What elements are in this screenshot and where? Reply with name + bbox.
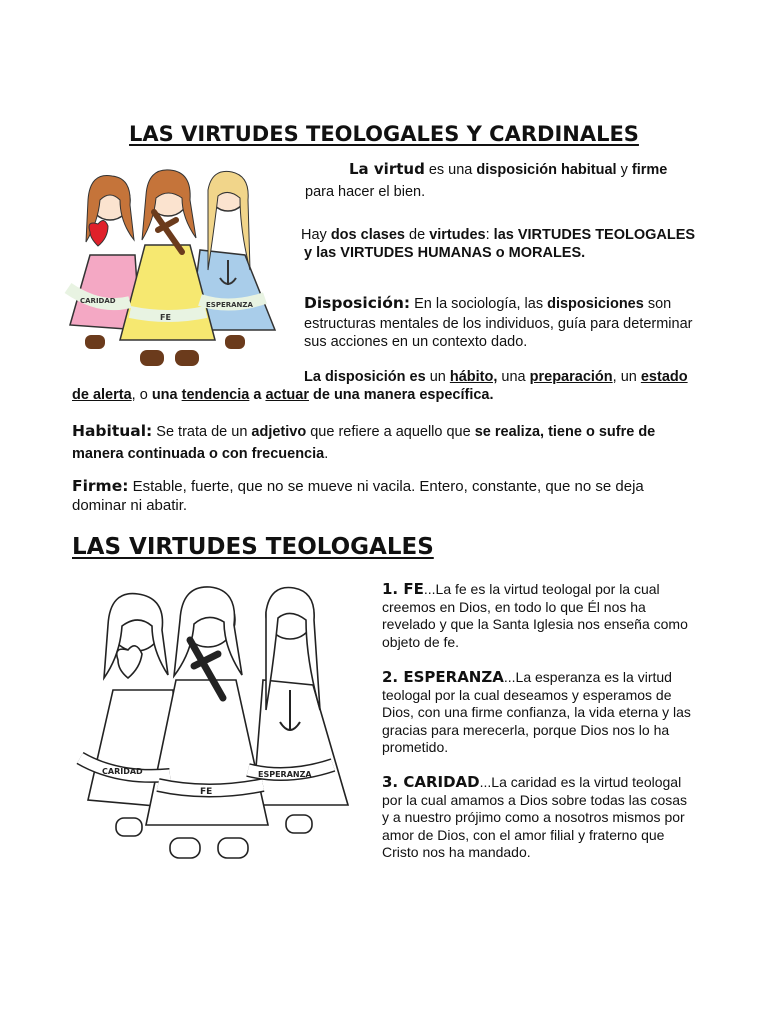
virtues-illustration-color (50, 160, 290, 375)
outline-sash-fe: FE (200, 787, 213, 797)
caridad-paragraph: 3. CARIDAD...La caridad es la virtud teologal por la cual amamos a Dios sobre todas las cosas y a nuestro prójimo como a nosotros mismos por amor de Dios, con el amor filial y fraterno que Cristo nos ha mandado. (382, 773, 688, 860)
habitual-paragraph: Habitual: Se trata de un adjetivo que refiere a aquello que se realiza, tiene o sufre de manera continuada o con frecuencia. (72, 422, 656, 462)
disposicion-paragraph: Disposición: En la sociología, las disposiciones son estructuras mentales de los individuos, guía para determinar sus acciones en un contexto dado. (304, 294, 693, 350)
clases-paragraph: Hay dos clases de virtudes: las VIRTUDES TEOLOGALES y las VIRTUDES HUMANAS o MORALES. (301, 227, 696, 261)
sash-label-esperanza: ESPERANZA (206, 301, 253, 309)
heart-icon (89, 220, 108, 246)
disposicion-definition: La disposición es un hábito, una preparación, un estado de alerta, o una tendencia a actuar de una manera específica. (72, 369, 688, 403)
fe-paragraph: 1. FE...La fe es la virtud teologal por la cual creemos en Dios, en todo lo que Él nos ha revelado y que la Santa Iglesia nos enseña como objeto de fe. (382, 580, 688, 650)
outline-sash-esperanza: ESPERANZA (258, 770, 312, 779)
section-title: LAS VIRTUDES TEOLOGALES (72, 534, 434, 560)
virtud-definition: La virtud es una disposición habitual y firme para hacer el bien. (305, 160, 668, 200)
outline-sash-caridad: CARIDAD (102, 767, 143, 776)
virtues-illustration-outline (58, 580, 368, 870)
sash-label-fe: FE (160, 313, 171, 322)
firme-paragraph: Firme: Estable, fuerte, que no se mueve ni vacila. Entero, constante, que no se deja dominar ni abatir. (72, 477, 644, 514)
esperanza-paragraph: 2. ESPERANZA...La esperanza es la virtud teologal por la cual deseamos y esperamos de Dios, con una firme confianza, la vida eterna y las gracias para merecerla, porque Dios nos lo ha prometido. (382, 668, 691, 755)
outline-heart-icon (117, 646, 142, 678)
page-title: LAS VIRTUDES TEOLOGALES Y CARDINALES (129, 122, 639, 146)
sash-label-caridad: CARIDAD (80, 297, 116, 305)
